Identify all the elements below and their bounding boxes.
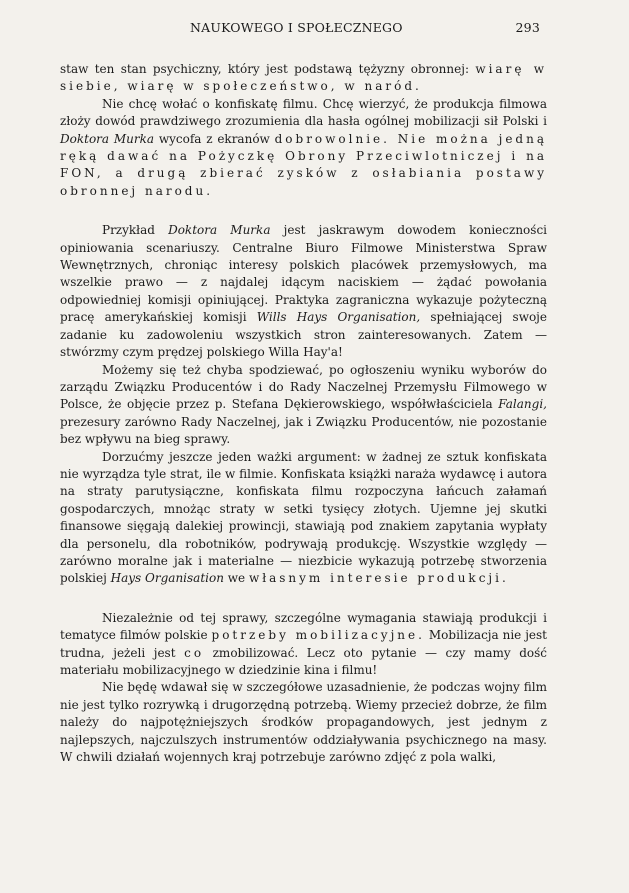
paragraph: Nie chcę wołać o konfiskatę filmu. Chcę wierzyć, że produkcja filmowa złoży dowód prawdziwego zrozumienia dla hasła ogólnej mobilizacji sił Polski i Doktora Murka wycofa z ekranów dobrowolnie. Nie można jedną ręką dawać na Pożyczkę Obrony Przeciwlotniczej i na FON, a drugą zbierać zysków z osłabiania postawy obronnej narodu. xyxy=(60,96,547,198)
running-title: NAUKOWEGO I SPOŁECZNEGO xyxy=(190,20,403,35)
paragraph: Dorzućmy jeszcze jeden ważki argument: w żadnej ze sztuk konfiskata nie wyrządza tyle strat, ile w filmie. Konfiskata książki naraża wydawcę i autora na straty parutysiączne, konfiskata filmu rozpoczyna łańcuch załamań gospodarczych, mnożąc straty w setki tysięcy złotych. Ujemne jej skutki finansowe sięgają dalekiej prowincji, stawiają pod znakiem zapytania wypłaty dla personelu, dla robotników, podrywają produkcję. Wszystkie względy — zarówno moralne jak i materialne — niezbicie wykazują potrzebę stworzenia polskiej Hays Organisation we własnym interesie produkcji. xyxy=(60,449,547,586)
paragraph: Niezależnie od tej sprawy, szczególne wymagania stawiają produkcji i tematyce filmów polskie potrzeby mobilizacyjne. Mobilizacja nie jest trudna, jeżeli jest co zmobilizować. Lecz oto pytanie — czy mamy dość materiału mobilizacyjnego w dziedzinie kina i filmu! xyxy=(60,610,548,677)
paragraph: staw ten stan psychiczny, który jest podstawą tężyzny obronnej: wiarę w siebie, wiarę w społeczeństwo, w naród. xyxy=(60,62,548,94)
paragraph: Przykład Doktora Murka jest jaskrawym dowodem konieczności opiniowania scenariuszy. Centralne Biuro Filmowe Ministerstwa Spraw Wewnętrznych, chroniąc interesy polskich placówek przemysłowych, ma wszelkie prawo — z najdalej idącym naciskiem — żądać powołania odpowiedniej komisji opiniującej. Praktyka zagraniczna wykazuje pożyteczną pracę amerykańskiej komisji Wills Hays Organisation, spełniającej swoje zadanie ku zadowoleniu wszystkich stron zainteresowanych. Zatem — stwórzmy czym prędzej polskiego Willa Hay'a! xyxy=(60,223,548,360)
paragraph: Nie będę wdawał się w szczegółowe uzasadnienie, że podczas wojny film nie jest tylko rozrywką i drugorzędną potrzebą. Wiemy przecież dobrze, że film należy do najpotężniejszych środków propagandowych, jest jednym z najlepszych, najczulszych instrumentów oddziaływania psychicznego na masy. W chwili działań wojennych kraj potrzebuje zarówno zdjęć z pola walki, xyxy=(60,680,547,765)
paragraph: Możemy się też chyba spodziewać, po ogłoszeniu wyniku wyborów do zarządu Związku Producentów i do Rady Naczelnej Przemysłu Filmowego w Polsce, że objęcie przez p. Stefana Dękierowskiego, współwłaściciela Falangi, prezesury zarówno Rady Naczelnej, jak i Związku Producentów, nie pozostanie bez wpływu na bieg sprawy. xyxy=(60,362,547,447)
running-header xyxy=(60,20,540,40)
page-number: 293 xyxy=(515,20,540,35)
body-text xyxy=(60,61,547,766)
